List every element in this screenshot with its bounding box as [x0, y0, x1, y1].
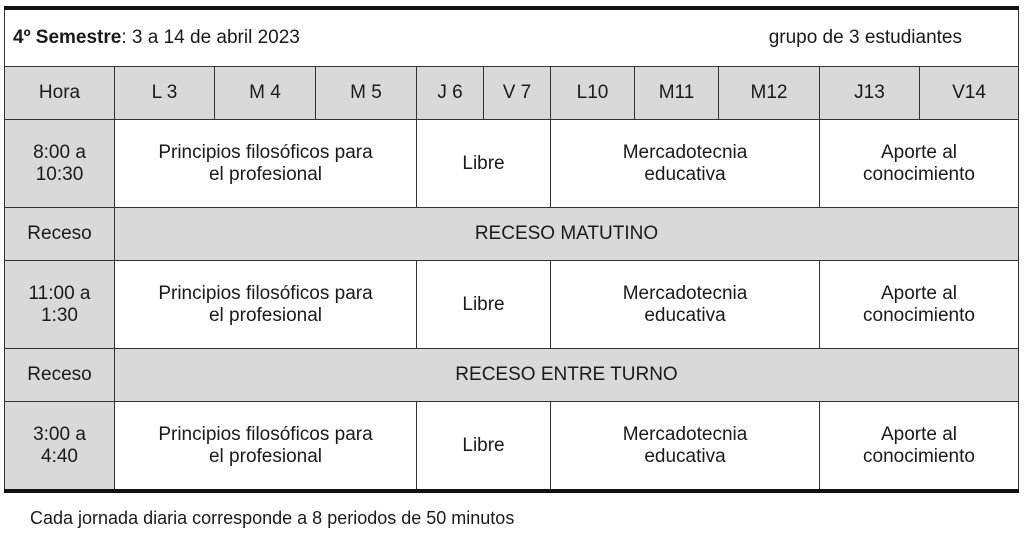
schedule-footnote: Cada jornada diaria corresponde a 8 periodos de 50 minutos: [30, 508, 515, 528]
time-slot-row: [5, 120, 1019, 208]
subject-cell: [820, 402, 1019, 492]
column-header-day: M 4: [215, 67, 316, 120]
subject-line: el profesional: [208, 163, 323, 185]
subject-line: Mercadotecnia: [622, 282, 748, 304]
subject-cell: [551, 120, 820, 208]
subject-cell-free: [417, 261, 551, 349]
subject-line: Libre: [462, 152, 505, 174]
column-header-day: L10: [551, 67, 635, 120]
time-end: 10:30: [35, 163, 84, 185]
column-header-day: M11: [635, 67, 719, 120]
subject-cell-free: [417, 120, 551, 208]
recess-text: RECESO ENTRE TURNO: [115, 349, 1019, 402]
subject-line: Principios filosóficos para: [158, 423, 373, 445]
time-start: 3:00 a: [33, 423, 86, 445]
subject-line: Aporte al: [880, 282, 958, 304]
subject-cell: [551, 261, 820, 349]
subject-line: Mercadotecnia: [622, 423, 748, 445]
header-row: [5, 67, 1019, 120]
time-end: 4:40: [41, 445, 78, 467]
recess-label: Receso: [5, 208, 115, 261]
subject-line: Libre: [462, 434, 505, 456]
subject-line: Mercadotecnia: [622, 141, 748, 163]
time-start: 11:00 a: [28, 282, 91, 304]
semester-title: [5, 27, 300, 49]
column-header-day: J13: [820, 67, 920, 120]
group-size: grupo de 3 estudiantes: [768, 27, 962, 48]
recess-row: [5, 349, 1019, 402]
subject-cell: [115, 120, 417, 208]
subject-cell: [115, 402, 417, 492]
time-slot-row: [5, 402, 1019, 492]
time-cell: [5, 261, 115, 349]
recess-text: RECESO MATUTINO: [115, 208, 1019, 261]
time-start: 8:00 a: [33, 141, 86, 163]
subject-line: educativa: [644, 163, 726, 185]
time-cell: [5, 120, 115, 208]
subject-cell: [820, 261, 1019, 349]
subject-cell-free: [417, 402, 551, 492]
recess-label: Receso: [5, 349, 115, 402]
time-cell: [5, 402, 115, 492]
title-cell: [5, 8, 1019, 67]
column-header-day: M12: [719, 67, 820, 120]
column-header-hora: Hora: [5, 67, 115, 120]
recess-row: [5, 208, 1019, 261]
column-header-day: M 5: [316, 67, 417, 120]
time-end: 1:30: [41, 304, 78, 326]
subject-line: Aporte al: [880, 423, 958, 445]
subject-line: el profesional: [208, 304, 323, 326]
subject-line: conocimiento: [863, 445, 975, 467]
time-slot-row: [5, 261, 1019, 349]
subject-line: conocimiento: [863, 304, 975, 326]
semester-label: 4º Semestre: [13, 27, 122, 48]
column-header-day: V 7: [484, 67, 551, 120]
subject-line: el profesional: [208, 445, 323, 467]
semester-dates: : 3 a 14 de abril 2023: [121, 27, 300, 48]
subject-line: Principios filosóficos para: [158, 141, 373, 163]
column-header-day: L 3: [115, 67, 215, 120]
title-row: [5, 8, 1019, 67]
schedule-table: [4, 6, 1019, 493]
column-header-day: J 6: [417, 67, 484, 120]
subject-line: educativa: [644, 304, 726, 326]
column-header-day: V14: [920, 67, 1019, 120]
subject-line: Libre: [462, 293, 505, 315]
subject-line: educativa: [644, 445, 726, 467]
subject-line: Principios filosóficos para: [158, 282, 373, 304]
subject-cell: [115, 261, 417, 349]
subject-cell: [820, 120, 1019, 208]
schedule-container: [4, 6, 1018, 493]
subject-line: Aporte al: [880, 141, 958, 163]
subject-line: conocimiento: [863, 163, 975, 185]
subject-cell: [551, 402, 820, 492]
